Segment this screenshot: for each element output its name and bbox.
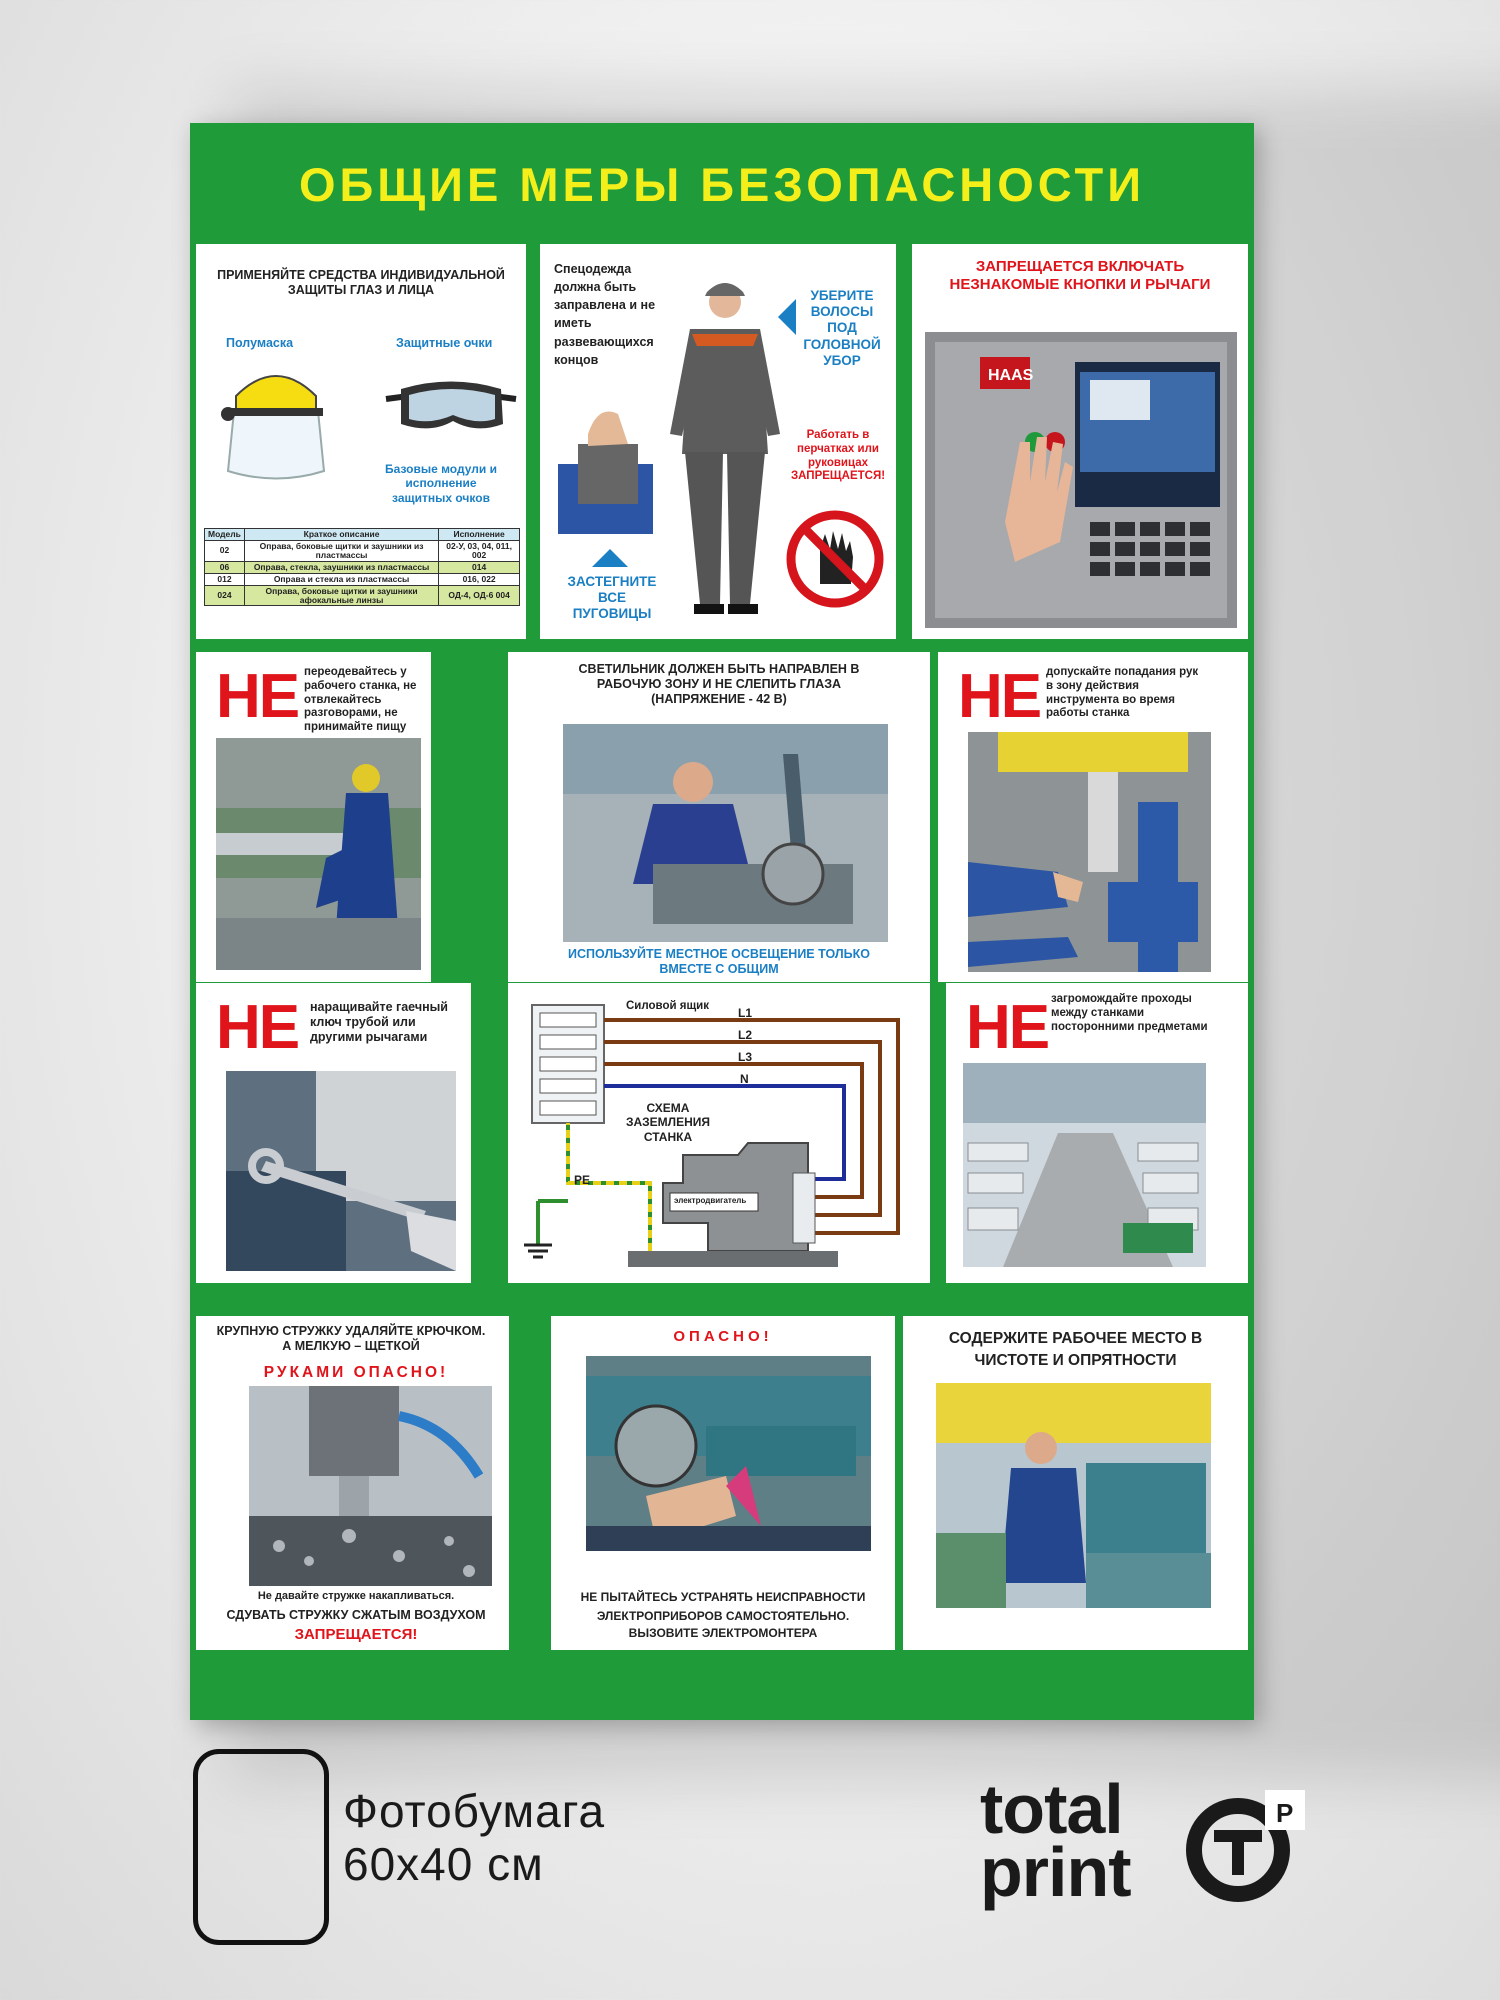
table-header-version: Исполнение	[439, 529, 520, 541]
lamp-footer: ИСПОЛЬЗУЙТЕ МЕСТНОЕ ОСВЕЩЕНИЕ ТОЛЬКО ВМЕСТЕ С ОБЩИМ	[568, 947, 870, 976]
clean-workshop-image	[936, 1383, 1211, 1608]
paper-type: Фотобумага	[343, 1785, 606, 1837]
clean-panel	[903, 1316, 1248, 1650]
lamp-heading: СВЕТИЛЬНИК ДОЛЖЕН БЫТЬ НАПРАВЛЕН В РАБОЧУЮ ЗОНУ И НЕ СЛЕПИТЬ ГЛАЗА (НАПРЯЖЕНИЕ - 42 В)	[578, 662, 860, 706]
table-cell: Оправа и стекла из пластмассы	[244, 573, 438, 585]
paper-label	[343, 1785, 605, 1891]
wrench-panel	[196, 983, 471, 1283]
table-row	[205, 585, 520, 606]
scheme-label: СХЕМА ЗАЗЕМЛЕНИЯ СТАНКА	[625, 1101, 711, 1144]
table-cell: 016, 022	[439, 573, 520, 585]
table-header-description: Краткое описание	[244, 529, 438, 541]
cnc-panel-image	[925, 332, 1237, 628]
face-shield-image	[206, 356, 346, 486]
electric-text: НЕ ПЫТАЙТЕСЬ УСТРАНЯТЬ НЕИСПРАВНОСТИ ЭЛЕКТРОПРИБОРОВ САМОСТОЯТЕЛЬНО.	[580, 1590, 866, 1624]
safety-poster	[190, 123, 1254, 1720]
table-cell: ОД-4, ОД-6 004	[439, 585, 520, 606]
brand-line2: print	[980, 1833, 1131, 1911]
chips-forbidden: ЗАПРЕЩАЕТСЯ!	[294, 1626, 418, 1643]
clothing-text: Спецодежда должна быть заправлена и не иметь развевающихся концов	[554, 262, 656, 367]
table-cell: Оправа, боковые щитки и заушники афокальные линзы	[244, 585, 438, 606]
gloves-text: Работать в перчатках или руковицах ЗАПРЕЩАЕТСЯ!	[790, 429, 886, 483]
lathe-text: переодевайтесь у рабочего станка, не отвлекайтесь разговорами, не принимайте пищу	[304, 666, 417, 734]
table-cell: 014	[439, 561, 520, 573]
pe-label: PE	[574, 1173, 591, 1187]
ppe-heading: ПРИМЕНЯЙТЕ СРЕДСТВА ИНДИВИДУАЛЬНОЙ ЗАЩИТЫ ГЛАЗ И ЛИЦА	[217, 268, 505, 297]
line-l3: L3	[738, 1050, 753, 1064]
cuff-image	[558, 404, 658, 534]
electric-lathe-image	[586, 1356, 871, 1551]
table-cell: 012	[205, 573, 245, 585]
workshop-hall-image	[963, 1063, 1206, 1267]
workwear-panel	[540, 244, 896, 639]
clean-text: СОДЕРЖИТЕ РАБОЧЕЕ МЕСТО В ЧИСТОТЕ И ОПРЯТНОСТИ	[948, 1330, 1203, 1370]
modules-label: Базовые модули и исполнение защитных очков	[385, 462, 497, 505]
controls-text: ЗАПРЕЩАЕТСЯ ВКЛЮЧАТЬ НЕЗНАКОМЫЕ КНОПКИ И РЫЧАГИ	[949, 258, 1211, 293]
drill-panel	[938, 652, 1248, 982]
table-cell: Оправа, боковые щитки и заушники из пластмассы	[244, 540, 438, 561]
haas-logo: HAAS	[988, 367, 1034, 384]
line-l1: L1	[738, 1006, 753, 1020]
ne-label: НЕ	[216, 662, 299, 731]
table-cell: Оправа, стекла, заушники из пластмассы	[244, 561, 438, 573]
table-cell: 024	[205, 585, 245, 606]
brand-name	[980, 1770, 1131, 1911]
lathe-image	[216, 738, 421, 970]
controls-panel	[912, 244, 1248, 639]
table-row	[205, 573, 520, 585]
ne-label: НЕ	[216, 993, 299, 1062]
milling-chips-image	[249, 1386, 492, 1586]
photo-paper-icon	[193, 1749, 329, 1945]
table-cell: 02-У, 03, 04, 011, 002	[439, 540, 520, 561]
wrench-text: наращивайте гаечный ключ трубой или другими рычагами	[310, 1000, 448, 1044]
lamp-worker-image	[563, 724, 888, 942]
electric-call: ВЫЗОВИТЕ ЭЛЕКТРОМОНТЕРА	[628, 1626, 818, 1640]
line-n: N	[740, 1072, 749, 1086]
arrow-up-icon	[592, 549, 628, 567]
poster-title: ОБЩИЕ МЕРЫ БЕЗОПАСНОСТИ	[298, 158, 1146, 211]
drill-text: допускайте попадания рук в зону действия инструмента во время работы станка	[1046, 666, 1199, 720]
aisles-panel	[946, 983, 1248, 1283]
line-l2: L2	[738, 1028, 753, 1042]
logo-superscript: P	[1276, 1798, 1294, 1828]
chips-note: Не давайте стружке накапливаться.	[257, 1590, 455, 1602]
grounding-diagram	[508, 983, 930, 1283]
goggles-spec-table	[204, 528, 520, 606]
goggles-image	[381, 369, 521, 449]
table-row	[205, 540, 520, 561]
lathe-panel	[196, 652, 431, 982]
buttons-text: ЗАСТЕГНИТЕ ВСЕ ПУГОВИЦЫ	[567, 574, 657, 622]
lamp-panel	[508, 652, 930, 982]
no-gloves-sign	[785, 509, 885, 609]
arrow-left-icon	[778, 299, 796, 335]
chips-danger: РУКАМИ ОПАСНО!	[263, 1364, 449, 1381]
chips-air: СДУВАТЬ СТРУЖКУ СЖАТЫМ ВОЗДУХОМ	[226, 1608, 486, 1622]
halfmask-label: Полумаска	[226, 336, 294, 350]
ppe-panel	[196, 244, 526, 639]
chips-heading: КРУПНУЮ СТРУЖКУ УДАЛЯЙТЕ КРЮЧКОМ. А МЕЛКУЮ – ЩЕТКОЙ	[216, 1324, 486, 1353]
brand-logo-icon	[1180, 1780, 1310, 1910]
aisles-text: загромождайте проходы между станками посторонними предметами	[1051, 993, 1208, 1033]
table-row	[205, 561, 520, 573]
paper-size: 60х40 см	[343, 1837, 544, 1890]
hair-text: УБЕРИТЕ ВОЛОСЫ ПОД ГОЛОВНОЙ УБОР	[803, 288, 881, 368]
electric-danger: ОПАСНО!	[673, 1328, 773, 1345]
wrench-image	[226, 1071, 456, 1271]
electric-panel	[551, 1316, 895, 1650]
goggles-label: Защитные очки	[396, 336, 493, 350]
power-box-label: Силовой ящик	[626, 1000, 709, 1012]
table-cell: 02	[205, 540, 245, 561]
drill-press-image	[968, 732, 1211, 972]
table-header-model: Модель	[205, 529, 245, 541]
brand-line1: total	[980, 1770, 1123, 1848]
grounding-panel	[508, 983, 930, 1283]
table-cell: 06	[205, 561, 245, 573]
chips-panel	[196, 1316, 509, 1650]
ne-label: НЕ	[966, 993, 1049, 1062]
ne-label: НЕ	[958, 662, 1041, 731]
motor-label: электродвигатель	[674, 1196, 747, 1205]
